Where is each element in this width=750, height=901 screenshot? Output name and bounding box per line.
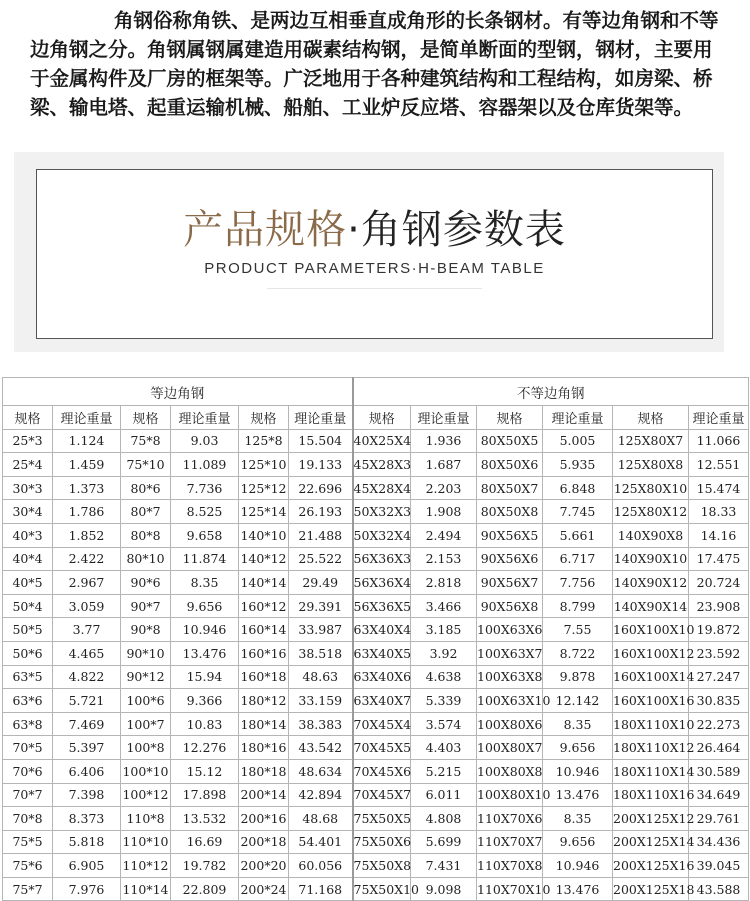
- weight-cell: 10.946: [171, 618, 239, 642]
- spec-cell: 140X90X12: [613, 571, 689, 595]
- weight-cell: 30.589: [689, 759, 749, 783]
- spec-cell: 160*12: [239, 594, 289, 618]
- weight-cell: 29.391: [289, 594, 353, 618]
- weight-cell: 8.35: [543, 807, 613, 831]
- spec-cell: 110*8: [121, 807, 171, 831]
- spec-cell: 100X63X6: [477, 618, 543, 642]
- weight-cell: 2.818: [411, 571, 477, 595]
- spec-cell: 75*8: [121, 429, 171, 453]
- spec-cell: 200*20: [239, 854, 289, 878]
- spec-cell: 100X80X8: [477, 759, 543, 783]
- weight-cell: 48.68: [289, 807, 353, 831]
- weight-cell: 1.124: [53, 429, 121, 453]
- weight-cell: 5.721: [53, 689, 121, 713]
- spec-cell: 80X50X8: [477, 500, 543, 524]
- spec-cell: 70X45X4: [353, 712, 411, 736]
- weight-cell: 13.476: [543, 783, 613, 807]
- weight-cell: 15.504: [289, 429, 353, 453]
- weight-cell: 13.532: [171, 807, 239, 831]
- spec-cell: 30*3: [3, 476, 53, 500]
- weight-cell: 8.799: [543, 594, 613, 618]
- weight-cell: 23.908: [689, 594, 749, 618]
- spec-cell: 80*10: [121, 547, 171, 571]
- spec-cell: 160X100X12: [613, 641, 689, 665]
- spec-cell: 40*3: [3, 523, 53, 547]
- spec-cell: 140X90X8: [613, 523, 689, 547]
- weight-cell: 9.658: [171, 523, 239, 547]
- spec-cell: 180*18: [239, 759, 289, 783]
- weight-cell: 3.059: [53, 594, 121, 618]
- weight-cell: 3.466: [411, 594, 477, 618]
- spec-cell: 180X110X10: [613, 712, 689, 736]
- table-row: [3, 830, 749, 854]
- spec-cell: 70X45X5: [353, 736, 411, 760]
- spec-cell: 110*10: [121, 830, 171, 854]
- weight-cell: 3.77: [53, 618, 121, 642]
- spec-cell: 125*12: [239, 476, 289, 500]
- table-row: [3, 807, 749, 831]
- weight-cell: 19.133: [289, 453, 353, 477]
- column-header: 规格: [613, 406, 689, 430]
- table-row: [3, 783, 749, 807]
- weight-cell: 1.936: [411, 429, 477, 453]
- spec-cell: 100*6: [121, 689, 171, 713]
- spec-cell: 200*14: [239, 783, 289, 807]
- spec-cell: 110X70X6: [477, 807, 543, 831]
- weight-cell: 8.525: [171, 500, 239, 524]
- spec-cell: 160X100X10: [613, 618, 689, 642]
- weight-cell: 8.35: [543, 712, 613, 736]
- weight-cell: 22.273: [689, 712, 749, 736]
- spec-cell: 140*10: [239, 523, 289, 547]
- weight-cell: 1.687: [411, 453, 477, 477]
- weight-cell: 43.588: [689, 877, 749, 901]
- spec-cell: 40X25X4: [353, 429, 411, 453]
- spec-cell: 40*4: [3, 547, 53, 571]
- table-row: [3, 571, 749, 595]
- weight-cell: 13.476: [543, 877, 613, 901]
- spec-cell: 140*12: [239, 547, 289, 571]
- spec-cell: 140*14: [239, 571, 289, 595]
- weight-cell: 27.247: [689, 665, 749, 689]
- weight-cell: 22.809: [171, 877, 239, 901]
- spec-cell: 100X63X10: [477, 689, 543, 713]
- table-row: [3, 500, 749, 524]
- weight-cell: 38.518: [289, 641, 353, 665]
- weight-cell: 54.401: [289, 830, 353, 854]
- spec-cell: 75*7: [3, 877, 53, 901]
- weight-cell: 17.475: [689, 547, 749, 571]
- table-row: [3, 476, 749, 500]
- spec-cell: 90X56X6: [477, 547, 543, 571]
- spec-cell: 63X40X5: [353, 641, 411, 665]
- spec-cell: 200*16: [239, 807, 289, 831]
- weight-cell: 4.822: [53, 665, 121, 689]
- spec-cell: 180X110X12: [613, 736, 689, 760]
- weight-cell: 33.159: [289, 689, 353, 713]
- weight-cell: 71.168: [289, 877, 353, 901]
- spec-cell: 75*10: [121, 453, 171, 477]
- spec-cell: 125*8: [239, 429, 289, 453]
- table-row: [3, 641, 749, 665]
- weight-cell: 12.276: [171, 736, 239, 760]
- spec-cell: 160*18: [239, 665, 289, 689]
- spec-cell: 100*10: [121, 759, 171, 783]
- spec-cell: 56X36X4: [353, 571, 411, 595]
- spec-cell: 90X56X8: [477, 594, 543, 618]
- spec-cell: 100*12: [121, 783, 171, 807]
- spec-cell: 125X80X7: [613, 429, 689, 453]
- spec-cell: 200X125X14: [613, 830, 689, 854]
- weight-cell: 4.465: [53, 641, 121, 665]
- weight-cell: 22.696: [289, 476, 353, 500]
- column-header: 规格: [477, 406, 543, 430]
- table-row: [3, 665, 749, 689]
- spec-cell: 160*16: [239, 641, 289, 665]
- weight-cell: 6.406: [53, 759, 121, 783]
- spec-cell: 25*4: [3, 453, 53, 477]
- weight-cell: 7.55: [543, 618, 613, 642]
- spec-cell: 100*8: [121, 736, 171, 760]
- column-header: 规格: [353, 406, 411, 430]
- spec-cell: 50*6: [3, 641, 53, 665]
- weight-cell: 9.366: [171, 689, 239, 713]
- spec-cell: 100X63X8: [477, 665, 543, 689]
- banner-divider: [267, 288, 482, 289]
- spec-cell: 56X36X3: [353, 547, 411, 571]
- spec-cell: 75X50X10: [353, 877, 411, 901]
- weight-cell: 5.661: [543, 523, 613, 547]
- spec-cell: 80*8: [121, 523, 171, 547]
- spec-cell: 140X90X10: [613, 547, 689, 571]
- spec-cell: 70*8: [3, 807, 53, 831]
- weight-cell: 9.03: [171, 429, 239, 453]
- weight-cell: 33.987: [289, 618, 353, 642]
- weight-cell: 17.898: [171, 783, 239, 807]
- column-header: 理论重量: [171, 406, 239, 430]
- weight-cell: 10.946: [543, 854, 613, 878]
- spec-cell: 70*5: [3, 736, 53, 760]
- weight-cell: 7.745: [543, 500, 613, 524]
- weight-cell: 7.469: [53, 712, 121, 736]
- spec-cell: 90*10: [121, 641, 171, 665]
- weight-cell: 9.656: [543, 736, 613, 760]
- spec-cell: 45X28X3: [353, 453, 411, 477]
- weight-cell: 15.12: [171, 759, 239, 783]
- spec-cell: 160X100X16: [613, 689, 689, 713]
- weight-cell: 14.16: [689, 523, 749, 547]
- table-row: [3, 689, 749, 713]
- weight-cell: 4.808: [411, 807, 477, 831]
- spec-cell: 160X100X14: [613, 665, 689, 689]
- spec-cell: 140X90X14: [613, 594, 689, 618]
- weight-cell: 6.717: [543, 547, 613, 571]
- intro-paragraph: 角钢俗称角铁、是两边互相垂直成角形的长条钢材。有等边角钢和不等边角钢之分。角钢属钢属建造用碳素结构钢，是简单断面的型钢，钢材，主要用于金属构件及厂房的框架等。广泛地用于各种建筑结构和工程结构，如房梁、桥梁、输电塔、起重运输机械、船舶、工业炉反应塔、容器架以及仓库货架等。: [30, 9, 719, 119]
- spec-cell: 200*24: [239, 877, 289, 901]
- spec-cell: 100X80X10: [477, 783, 543, 807]
- spec-cell: 90X56X7: [477, 571, 543, 595]
- weight-cell: 5.339: [411, 689, 477, 713]
- spec-cell: 63*6: [3, 689, 53, 713]
- weight-cell: 18.33: [689, 500, 749, 524]
- weight-cell: 39.045: [689, 854, 749, 878]
- weight-cell: 8.35: [171, 571, 239, 595]
- weight-cell: 1.459: [53, 453, 121, 477]
- weight-cell: 4.403: [411, 736, 477, 760]
- weight-cell: 7.976: [53, 877, 121, 901]
- spec-cell: 180*16: [239, 736, 289, 760]
- column-header: 规格: [3, 406, 53, 430]
- weight-cell: 34.436: [689, 830, 749, 854]
- table-row: [3, 429, 749, 453]
- weight-cell: 3.185: [411, 618, 477, 642]
- weight-cell: 29.49: [289, 571, 353, 595]
- spec-cell: 125X80X8: [613, 453, 689, 477]
- spec-cell: 100*7: [121, 712, 171, 736]
- spec-cell: 63*8: [3, 712, 53, 736]
- spec-cell: 50X32X3: [353, 500, 411, 524]
- weight-cell: 5.699: [411, 830, 477, 854]
- spec-cell: 30*4: [3, 500, 53, 524]
- spec-cell: 75X50X8: [353, 854, 411, 878]
- spec-cell: 90*12: [121, 665, 171, 689]
- spec-cell: 160*14: [239, 618, 289, 642]
- spec-cell: 45X28X4: [353, 476, 411, 500]
- weight-cell: 1.852: [53, 523, 121, 547]
- weight-cell: 9.098: [411, 877, 477, 901]
- weight-cell: 19.782: [171, 854, 239, 878]
- weight-cell: 2.494: [411, 523, 477, 547]
- weight-cell: 5.818: [53, 830, 121, 854]
- spec-cell: 70*6: [3, 759, 53, 783]
- group-header-equal: 等边角钢: [3, 378, 353, 406]
- weight-cell: 5.935: [543, 453, 613, 477]
- spec-cell: 110*14: [121, 877, 171, 901]
- spec-cell: 75*5: [3, 830, 53, 854]
- weight-cell: 12.551: [689, 453, 749, 477]
- weight-cell: 13.476: [171, 641, 239, 665]
- spec-cell: 125*14: [239, 500, 289, 524]
- spec-cell: 70*7: [3, 783, 53, 807]
- parameter-table: [2, 377, 749, 901]
- parameter-table-container: [2, 377, 748, 901]
- spec-cell: 63X40X4: [353, 618, 411, 642]
- weight-cell: 6.848: [543, 476, 613, 500]
- spec-cell: 200X125X12: [613, 807, 689, 831]
- column-header: 理论重量: [289, 406, 353, 430]
- weight-cell: 38.383: [289, 712, 353, 736]
- weight-cell: 43.542: [289, 736, 353, 760]
- weight-cell: 16.69: [171, 830, 239, 854]
- weight-cell: 1.786: [53, 500, 121, 524]
- weight-cell: 2.153: [411, 547, 477, 571]
- spec-cell: 200X125X18: [613, 877, 689, 901]
- weight-cell: 2.203: [411, 476, 477, 500]
- spec-cell: 90*8: [121, 618, 171, 642]
- spec-cell: 90X56X5: [477, 523, 543, 547]
- weight-cell: 60.056: [289, 854, 353, 878]
- weight-cell: 48.63: [289, 665, 353, 689]
- weight-cell: 5.005: [543, 429, 613, 453]
- weight-cell: 8.722: [543, 641, 613, 665]
- group-header-unequal: 不等边角钢: [353, 378, 749, 406]
- weight-cell: 15.474: [689, 476, 749, 500]
- weight-cell: 11.066: [689, 429, 749, 453]
- weight-cell: 10.83: [171, 712, 239, 736]
- spec-cell: 75X50X6: [353, 830, 411, 854]
- table-row: [3, 854, 749, 878]
- weight-cell: 6.905: [53, 854, 121, 878]
- column-header: 理论重量: [53, 406, 121, 430]
- table-body: [3, 429, 749, 901]
- weight-cell: 5.397: [53, 736, 121, 760]
- weight-cell: 1.908: [411, 500, 477, 524]
- weight-cell: 2.967: [53, 571, 121, 595]
- column-header: 规格: [239, 406, 289, 430]
- weight-cell: 7.398: [53, 783, 121, 807]
- spec-cell: 180*14: [239, 712, 289, 736]
- spec-cell: 70X45X7: [353, 783, 411, 807]
- weight-cell: 6.011: [411, 783, 477, 807]
- spec-cell: 125X80X10: [613, 476, 689, 500]
- weight-cell: 9.656: [543, 830, 613, 854]
- spec-cell: 110X70X10: [477, 877, 543, 901]
- spec-cell: 63*5: [3, 665, 53, 689]
- weight-cell: 9.656: [171, 594, 239, 618]
- column-header: 理论重量: [689, 406, 749, 430]
- spec-cell: 110X70X7: [477, 830, 543, 854]
- spec-cell: 90*6: [121, 571, 171, 595]
- spec-cell: 80X50X7: [477, 476, 543, 500]
- weight-cell: 34.649: [689, 783, 749, 807]
- weight-cell: 48.634: [289, 759, 353, 783]
- weight-cell: 12.142: [543, 689, 613, 713]
- spec-cell: 200X125X16: [613, 854, 689, 878]
- weight-cell: 30.835: [689, 689, 749, 713]
- table-row: [3, 618, 749, 642]
- banner-title-part2: ·角钢参数表: [347, 207, 566, 253]
- column-header: 理论重量: [411, 406, 477, 430]
- spec-cell: 100X63X7: [477, 641, 543, 665]
- spec-cell: 40*5: [3, 571, 53, 595]
- spec-cell: 50*4: [3, 594, 53, 618]
- weight-cell: 2.422: [53, 547, 121, 571]
- spec-cell: 100X80X7: [477, 736, 543, 760]
- column-header: 规格: [121, 406, 171, 430]
- spec-cell: 180X110X16: [613, 783, 689, 807]
- column-header-row: [3, 406, 749, 430]
- weight-cell: 3.574: [411, 712, 477, 736]
- column-header: 理论重量: [543, 406, 613, 430]
- table-row: [3, 877, 749, 901]
- weight-cell: 8.373: [53, 807, 121, 831]
- spec-cell: 80*6: [121, 476, 171, 500]
- table-row: [3, 594, 749, 618]
- weight-cell: 7.431: [411, 854, 477, 878]
- weight-cell: 4.638: [411, 665, 477, 689]
- table-row: [3, 523, 749, 547]
- weight-cell: 1.373: [53, 476, 121, 500]
- weight-cell: 3.92: [411, 641, 477, 665]
- spec-cell: 70X45X6: [353, 759, 411, 783]
- spec-cell: 180*12: [239, 689, 289, 713]
- table-row: [3, 453, 749, 477]
- title-banner: [36, 169, 713, 339]
- weight-cell: 7.736: [171, 476, 239, 500]
- weight-cell: 9.878: [543, 665, 613, 689]
- weight-cell: 21.488: [289, 523, 353, 547]
- spec-cell: 63X40X7: [353, 689, 411, 713]
- weight-cell: 26.193: [289, 500, 353, 524]
- spec-cell: 80*7: [121, 500, 171, 524]
- spec-cell: 90*7: [121, 594, 171, 618]
- spec-cell: 125*10: [239, 453, 289, 477]
- banner-title-part1: 产品规格: [183, 207, 348, 253]
- weight-cell: 15.94: [171, 665, 239, 689]
- spec-cell: 75*6: [3, 854, 53, 878]
- weight-cell: 10.946: [543, 759, 613, 783]
- spec-cell: 50*5: [3, 618, 53, 642]
- weight-cell: 26.464: [689, 736, 749, 760]
- spec-cell: 75X50X5: [353, 807, 411, 831]
- spec-cell: 110X70X8: [477, 854, 543, 878]
- table-row: [3, 759, 749, 783]
- weight-cell: 11.874: [171, 547, 239, 571]
- spec-cell: 80X50X6: [477, 453, 543, 477]
- spec-cell: 110*12: [121, 854, 171, 878]
- weight-cell: 19.872: [689, 618, 749, 642]
- spec-cell: 180X110X14: [613, 759, 689, 783]
- weight-cell: 42.894: [289, 783, 353, 807]
- spec-cell: 125X80X12: [613, 500, 689, 524]
- spec-cell: 80X50X5: [477, 429, 543, 453]
- banner-title: [37, 198, 712, 255]
- weight-cell: 23.592: [689, 641, 749, 665]
- spec-cell: 25*3: [3, 429, 53, 453]
- weight-cell: 7.756: [543, 571, 613, 595]
- weight-cell: 25.522: [289, 547, 353, 571]
- banner-subtitle: PRODUCT PARAMETERS·H-BEAM TABLE: [204, 260, 545, 277]
- spec-cell: 63X40X6: [353, 665, 411, 689]
- spec-cell: 100X80X6: [477, 712, 543, 736]
- weight-cell: 11.089: [171, 453, 239, 477]
- table-row: [3, 547, 749, 571]
- table-row: [3, 712, 749, 736]
- weight-cell: 5.215: [411, 759, 477, 783]
- weight-cell: 29.761: [689, 807, 749, 831]
- spec-cell: 200*18: [239, 830, 289, 854]
- spec-cell: 50X32X4: [353, 523, 411, 547]
- table-row: [3, 736, 749, 760]
- spec-cell: 56X36X5: [353, 594, 411, 618]
- weight-cell: 20.724: [689, 571, 749, 595]
